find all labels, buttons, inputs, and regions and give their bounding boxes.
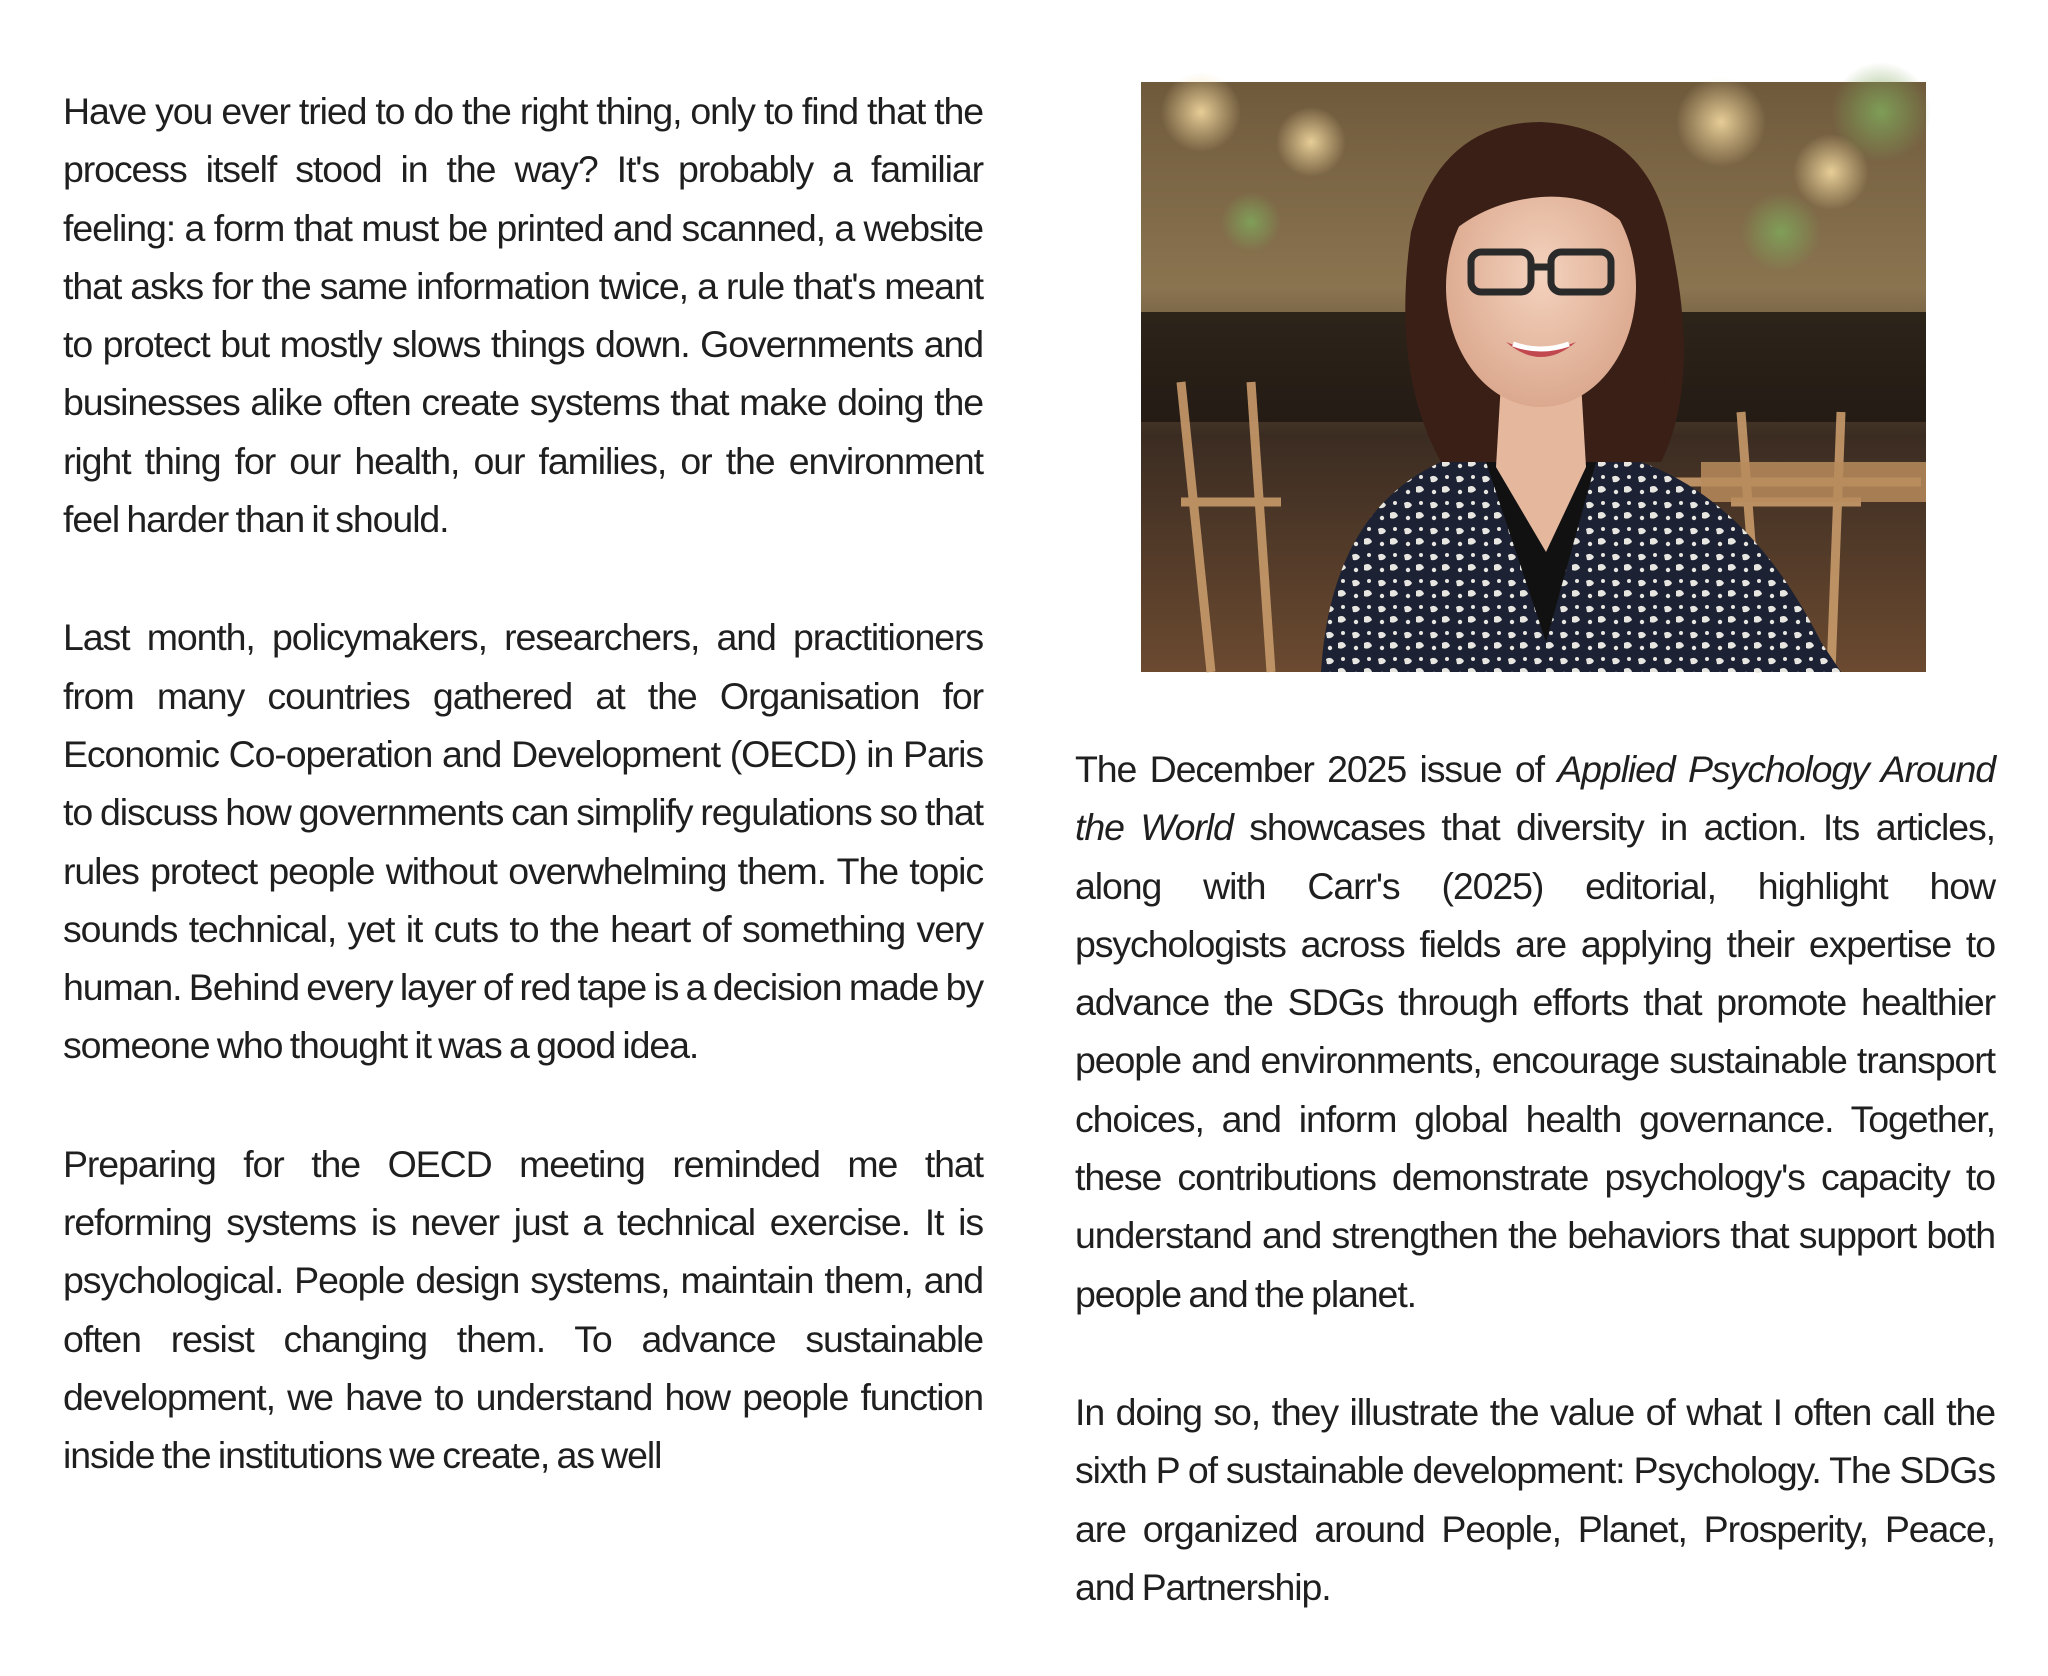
paragraph-oecd-meeting: Last month, policymakers, researchers, and practitioners from many countries gathered at the Organisation for Economic Co-operation and Development (OECD) in Paris to discuss how governments can simplify regulations so that rules protect people without overwhelming them. The topic sounds technical, yet it cuts to the heart of something very human. Behind every layer of red tape is a decision made by someone who thought it was a good idea. (63, 616, 983, 1067)
paragraph-december-issue (1075, 740, 1995, 1323)
portrait-photo-icon (1141, 82, 1926, 672)
paragraph-intro: Have you ever tried to do the right thing, only to find that the process itself stood in the way? It's probably a familiar feeling: a form that must be printed and scanned, a website that asks for the same information twice, a rule that's meant to protect but mostly slows things down. Governments and businesses alike often create systems that make doing the right thing for our health, our families, or the environment feel harder than it should. (63, 90, 983, 541)
paragraph-oecd-preparation: Preparing for the OECD meeting reminded me that reforming systems is never just a technical exercise. It is psychological. People design systems, maintain them, and often resist changing them. To advance sustainable development, we have to understand how people function inside the institutions we create, as well (63, 1142, 983, 1477)
journal-title: Applied Psychology Around the World (1075, 748, 1996, 849)
paragraph-december-issue-lead: The December 2025 issue of (1075, 748, 1558, 790)
paragraph-sixth-p: In doing so, they illustrate the value of what I often call the sixth P of sustainable development: Psychology. The SDGs are organized around People, Planet, Prosperity, Peace, and Partnership. (1075, 1390, 1995, 1608)
left-column (63, 82, 983, 1540)
right-column (1075, 0, 1996, 1608)
right-column-text (1075, 740, 1995, 1676)
paragraph-december-issue-rest: showcases that diversity in action. Its articles, along with Carr's (2025) editorial, highlight how psychologists across fields are applying their expertise to advance the SDGs through efforts that promote healthier people and environments, encourage sustainable transport choices, and inform global health governance. Together, these contributions demonstrate psychology's capacity to understand and strengthen the behaviors that support both people and the planet. (1075, 806, 1995, 1315)
